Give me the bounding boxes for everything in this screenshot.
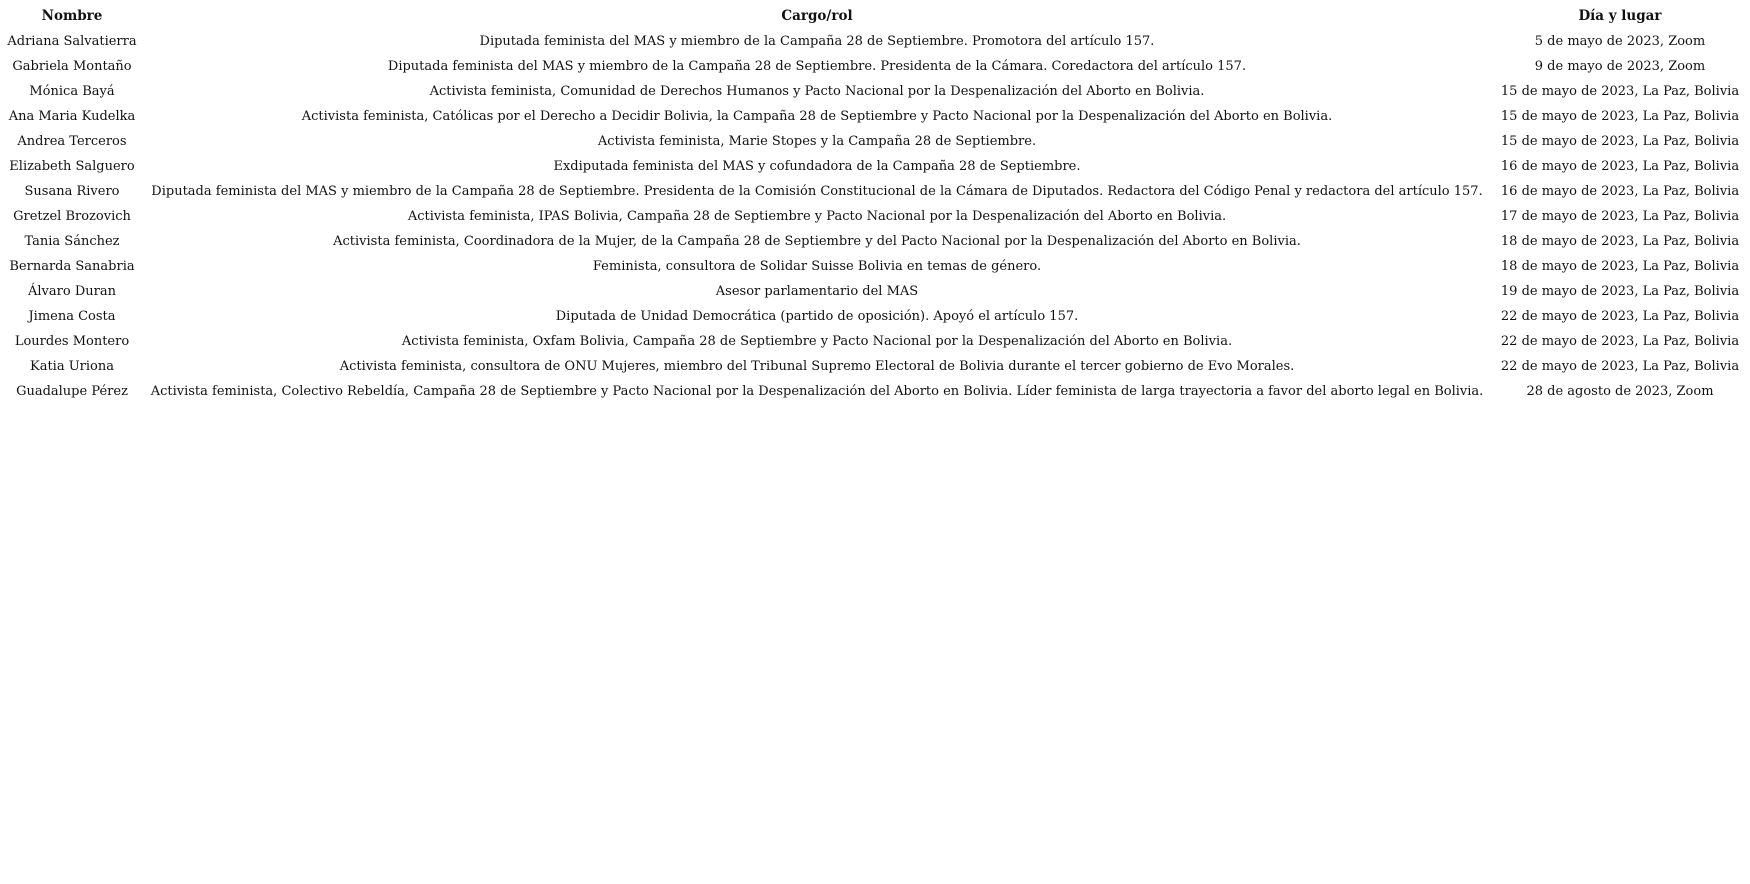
cell-date: 22 de mayo de 2023, La Paz, Bolivia <box>1500 309 1740 324</box>
cell-name: Álvaro Duran <box>28 284 116 299</box>
interviews-table <box>0 4 1750 404</box>
table-row <box>0 254 1750 279</box>
cell-role: Exdiputada feminista del MAS y cofundadora de la Campaña 28 de Septiembre. <box>553 159 1081 174</box>
cell-role: Activista feminista, Coordinadora de la Mujer, de la Campaña 28 de Septiembre y del Pacto Nacional por la Despenalización del Aborto en Bolivia. <box>333 234 1301 249</box>
cell-role: Asesor parlamentario del MAS <box>715 284 919 299</box>
cell-name: Bernarda Sanabria <box>9 259 135 274</box>
cell-name: Ana Maria Kudelka <box>8 109 136 124</box>
cell-name: Mónica Bayá <box>29 84 115 99</box>
cell-role: Activista feminista, consultora de ONU Mujeres, miembro del Tribunal Supremo Electoral de Bolivia durante el tercer gobierno de Evo Morales. <box>339 359 1295 374</box>
table-row <box>0 104 1750 129</box>
cell-role: Activista feminista, Marie Stopes y la Campaña 28 de Septiembre. <box>597 134 1037 149</box>
cell-name: Katia Uriona <box>29 359 114 374</box>
cell-name: Lourdes Montero <box>14 334 130 349</box>
table-row <box>0 129 1750 154</box>
cell-name: Tania Sánchez <box>24 234 120 249</box>
cell-role: Activista feminista, Colectivo Rebeldía, Campaña 28 de Septiembre y Pacto Nacional por la Despenalización del Aborto en Bolivia. Líder feminista de larga trayectoria a favor del aborto legal en Bolivia. <box>150 384 1484 399</box>
cell-name: Adriana Salvatierra <box>7 34 137 49</box>
cell-date: 15 de mayo de 2023, La Paz, Bolivia <box>1500 84 1740 99</box>
cell-name: Susana Rivero <box>24 184 120 199</box>
cell-role: Activista feminista, Oxfam Bolivia, Campaña 28 de Septiembre y Pacto Nacional por la Despenalización del Aborto en Bolivia. <box>401 334 1233 349</box>
cell-date: 16 de mayo de 2023, La Paz, Bolivia <box>1500 159 1740 174</box>
cell-date: 18 de mayo de 2023, La Paz, Bolivia <box>1500 259 1740 274</box>
table-row <box>0 304 1750 329</box>
table-row <box>0 54 1750 79</box>
cell-role: Activista feminista, IPAS Bolivia, Campaña 28 de Septiembre y Pacto Nacional por la Despenalización del Aborto en Bolivia. <box>407 209 1227 224</box>
cell-date: 5 de mayo de 2023, Zoom <box>1534 34 1706 49</box>
cell-date: 22 de mayo de 2023, La Paz, Bolivia <box>1500 359 1740 374</box>
table-row <box>0 379 1750 404</box>
table-row <box>0 354 1750 379</box>
header-date: Día y lugar <box>1578 8 1662 24</box>
cell-name: Elizabeth Salguero <box>9 159 135 174</box>
cell-date: 9 de mayo de 2023, Zoom <box>1534 59 1706 74</box>
cell-date: 18 de mayo de 2023, La Paz, Bolivia <box>1500 234 1740 249</box>
cell-date: 19 de mayo de 2023, La Paz, Bolivia <box>1500 284 1740 299</box>
table-row <box>0 29 1750 54</box>
cell-role: Activista feminista, Católicas por el Derecho a Decidir Bolivia, la Campaña 28 de Septiembre y Pacto Nacional por la Despenalización del Aborto en Bolivia. <box>301 109 1333 124</box>
table-row <box>0 279 1750 304</box>
table-row <box>0 204 1750 229</box>
table-header-row <box>0 4 1750 29</box>
cell-role: Diputada feminista del MAS y miembro de la Campaña 28 de Septiembre. Presidenta de la Comisión Constitucional de la Cámara de Diputados. Redactora del Código Penal y redactora del artículo 157. <box>151 184 1483 199</box>
cell-role: Diputada feminista del MAS y miembro de la Campaña 28 de Septiembre. Presidenta de la Cámara. Coredactora del artículo 157. <box>387 59 1247 74</box>
table-row <box>0 229 1750 254</box>
cell-date: 17 de mayo de 2023, La Paz, Bolivia <box>1500 209 1740 224</box>
table-row <box>0 154 1750 179</box>
header-name: Nombre <box>41 8 103 24</box>
cell-name: Guadalupe Pérez <box>16 384 128 399</box>
table-row <box>0 179 1750 204</box>
cell-name: Gabriela Montaño <box>12 59 132 74</box>
table-row <box>0 329 1750 354</box>
cell-name: Gretzel Brozovich <box>13 209 131 224</box>
cell-date: 16 de mayo de 2023, La Paz, Bolivia <box>1500 184 1740 199</box>
cell-role: Feminista, consultora de Solidar Suisse Bolivia en temas de género. <box>592 259 1042 274</box>
cell-role: Activista feminista, Comunidad de Derechos Humanos y Pacto Nacional por la Despenalización del Aborto en Bolivia. <box>429 84 1205 99</box>
cell-name: Andrea Terceros <box>17 134 127 149</box>
cell-date: 15 de mayo de 2023, La Paz, Bolivia <box>1500 109 1740 124</box>
cell-date: 15 de mayo de 2023, La Paz, Bolivia <box>1500 134 1740 149</box>
cell-date: 28 de agosto de 2023, Zoom <box>1526 384 1714 399</box>
cell-role: Diputada feminista del MAS y miembro de la Campaña 28 de Septiembre. Promotora del artículo 157. <box>479 34 1155 49</box>
table-row <box>0 79 1750 104</box>
cell-role: Diputada de Unidad Democrática (partido de oposición). Apoyó el artículo 157. <box>555 309 1079 324</box>
header-role: Cargo/rol <box>781 8 853 24</box>
cell-date: 22 de mayo de 2023, La Paz, Bolivia <box>1500 334 1740 349</box>
cell-name: Jimena Costa <box>28 309 116 324</box>
